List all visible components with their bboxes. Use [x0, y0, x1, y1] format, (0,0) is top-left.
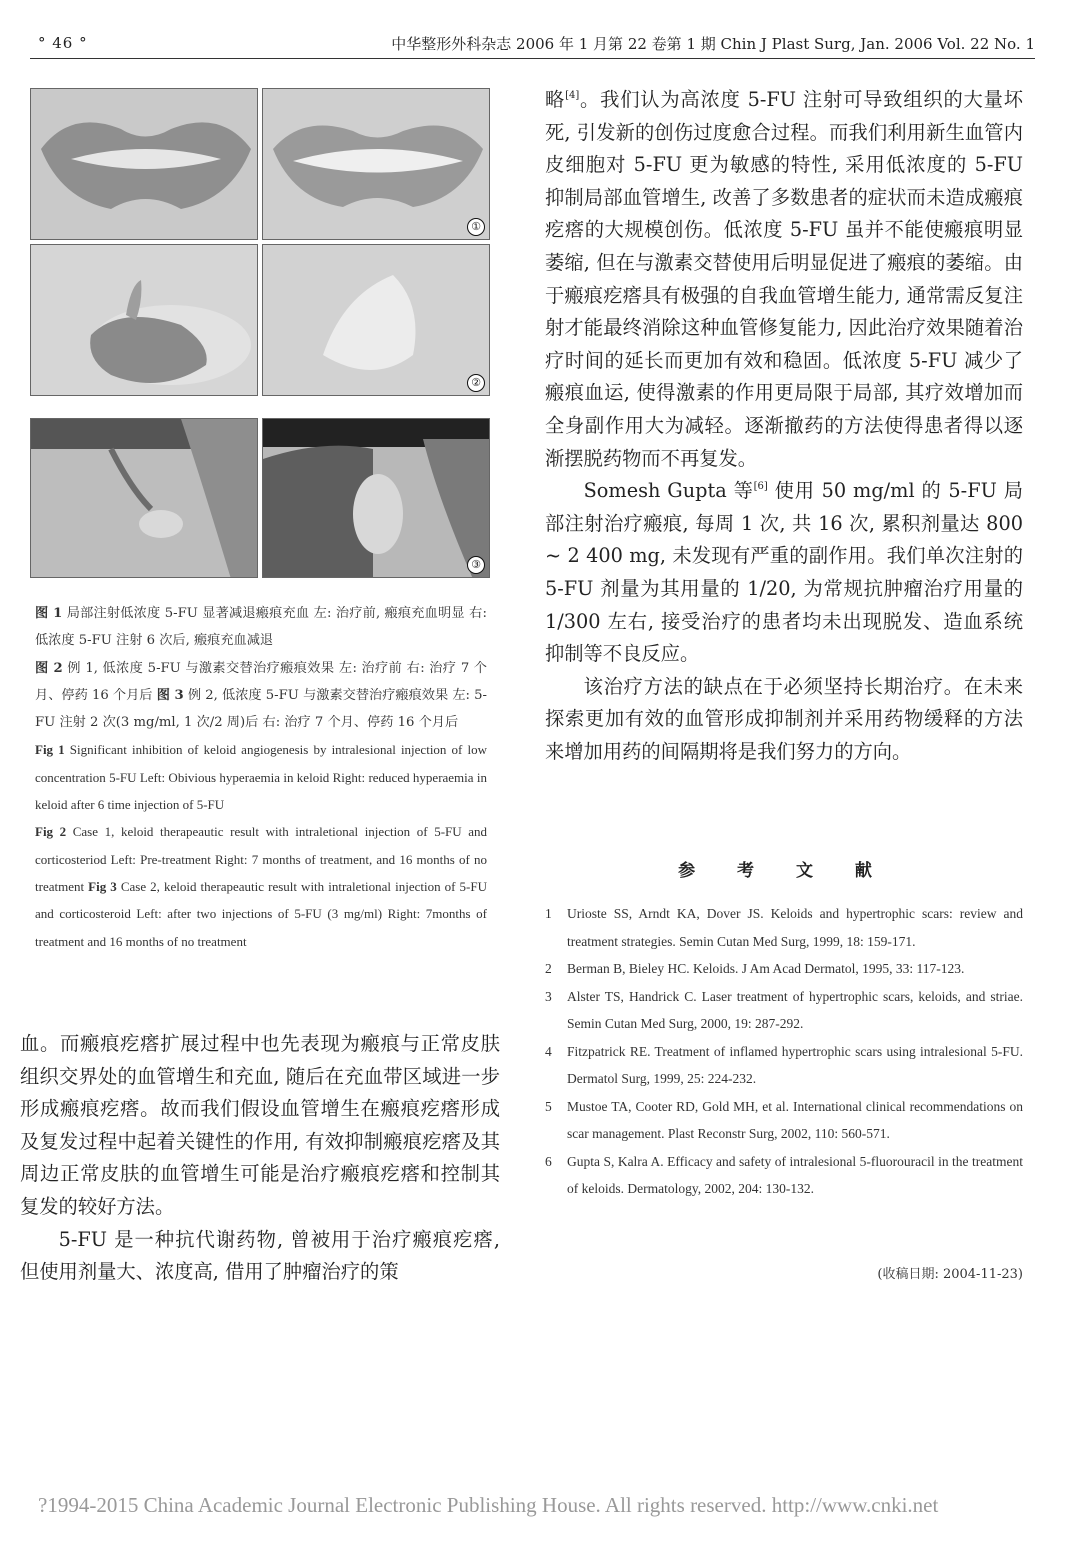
references-title: 参 考 文 献	[678, 861, 890, 881]
reference-item: 3 Alster TS, Handrick C. Laser treatment of hypertrophic scars, keloids, and striae. Semin Cutan Med Surg, 2000, 19: 287-292.	[545, 988, 1023, 1031]
received-date: (收稿日期: 2004-11-23)	[877, 1267, 1023, 1282]
figure-number-3: ③	[467, 556, 485, 574]
copyright-footer: ?1994-2015 China Academic Journal Electronic Publishing House. All rights reserved. http://www.cnki.net	[38, 1493, 939, 1517]
right-body-column	[545, 84, 1023, 768]
fig2-3-caption-cn: 图 2 例 1, 低浓度 5-FU 与激素交替治疗瘢痕效果 左: 治疗前 右: 治疗 7 个月、停药 16 个月后 图 3 例 2, 低浓度 5-FU 与激素交替治疗瘢痕效果 左: 5-FU 注射 2 次(3 mg/ml, 1 次/2 周)后 右: 治疗 7 个月、停药 16 个月后	[35, 660, 488, 731]
left-body-column	[20, 1028, 500, 1289]
fig2-3-caption-en: Fig 2 Case 1, keloid therapeautic result with intraletional injection of 5-FU and corticosteriod Left: Pre-treatment Right: 7 months of treatment, and 16 months of no treatment Fig 3 Case 2, keloid therapeautic result with intraletional injection of 5-FU and corticosteroid Left: after two injections of 5-FU (3 mg/ml) Right: 7months of treatment and 16 months of no treatment	[35, 824, 487, 949]
header-rule	[30, 58, 1035, 59]
figure-photo-grid	[30, 88, 492, 580]
references-list	[545, 900, 1023, 1203]
figure-captions	[35, 600, 487, 955]
keloid-photo-icon	[263, 245, 490, 396]
body-paragraph: 5-FU 是一种抗代谢药物, 曾被用于治疗瘢痕疙瘩, 但使用剂量大、浓度高, 借用了肿瘤治疗的策	[20, 1227, 500, 1284]
fig1-caption-en: Fig 1 Significant inhibition of keloid angiogenesis by intralesional injection of low concentration 5-FU Left: Obivious hyperaemia in keloid Right: reduced hyperaemia in keloid after 6 time injection of 5-FU	[35, 742, 487, 813]
keloid-photo-icon	[31, 89, 258, 240]
fig3-right-photo	[262, 418, 490, 578]
keloid-photo-icon	[31, 419, 258, 578]
fig1-caption-cn: 图 1 局部注射低浓度 5-FU 显著减退瘢痕充血 左: 治疗前, 瘢痕充血明显 右: 低浓度 5-FU 注射 6 次后, 瘢痕充血减退	[35, 606, 487, 649]
page-number: ° 46 °	[38, 34, 88, 52]
body-paragraph: 血。而瘢痕疙瘩扩展过程中也先表现为瘢痕与正常皮肤组织交界处的血管增生和充血, 随后在充血带区域进一步形成瘢痕疙瘩。故而我们假设血管增生在瘢痕疙瘩形成及复发过程中起着关键性的作用, 有效抑制瘢痕疙瘩及其周边正常皮肤的血管增生可能是治疗瘢痕疙瘩和控制其复发的较好方法。	[20, 1032, 500, 1218]
body-paragraph: 略[4]。我们认为高浓度 5-FU 注射可导致组织的大量坏死, 引发新的创伤过度愈合过程。而我们利用新生血管内皮细胞对 5-FU 更为敏感的特性, 采用低浓度的 5-FU 抑制局部血管增生, 改善了多数患者的症状而未造成瘢痕疙瘩的大规模创伤。低浓度 5-FU 虽并不能使瘢痕明显萎缩, 但在与激素交替使用后明显促进了瘢痕的萎缩。由于瘢痕疙瘩具有极强的自我血管增生能力, 通常需反复注射才能最终消除这种血管修复能力, 因此治疗效果随着治疗时间的延长而更加有效和稳固。低浓度 5-FU 减少了瘢痕血运, 使得激素的作用更局限于局部, 其疗效增加而全身副作用大为减轻。逐渐撤药的方法使得患者得以逐渐摆脱药物而不再复发。	[545, 88, 1023, 470]
fig2-right-photo	[262, 244, 490, 396]
journal-header: 中华整形外科杂志 2006 年 1 月第 22 卷第 1 期 Chin J Plast Surg, Jan. 2006 Vol. 22 No. 1	[391, 35, 1035, 53]
body-paragraph: Somesh Gupta 等[6] 使用 50 mg/ml 的 5-FU 局部注射治疗瘢痕, 每周 1 次, 共 16 次, 累积剂量达 800 ~ 2 400 mg, 未发现有严重的副作用。我们单次注射的 5-FU 剂量为其用量的 1/20, 为常规抗肿瘤治疗用量的 1/300 左右, 接受治疗的患者均未出现脱发、造血系统抑制等不良反应。	[545, 479, 1023, 666]
keloid-photo-icon	[31, 245, 258, 396]
reference-item: 4 Fitzpatrick RE. Treatment of inflamed hypertrophic scars using intralesional 5-FU. Dermatol Surg, 1999, 25: 224-232.	[545, 1043, 1023, 1086]
citation: [4]	[565, 90, 580, 101]
reference-item: 1 Urioste SS, Arndt KA, Dover JS. Keloids and hypertrophic scars: review and treatment strategies. Semin Cutan Med Surg, 1999, 18: 159-171.	[545, 906, 1023, 949]
fig1-left-photo	[30, 88, 258, 240]
keloid-photo-icon	[263, 89, 490, 240]
body-paragraph: 该治疗方法的缺点在于必须坚持长期治疗。在未来探索更加有效的血管形成抑制剂并采用药物缓释的方法来增加用药的间隔期将是我们努力的方向。	[545, 674, 1023, 763]
reference-item: 6 Gupta S, Kalra A. Efficacy and safety of intralesional 5-fluorouracil in the treatment of keloids. Dermatology, 2002, 204: 130-132.	[545, 1153, 1023, 1196]
reference-item: 5 Mustoe TA, Cooter RD, Gold MH, et al. International clinical recommendations on scar management. Plast Reconstr Surg, 2002, 110: 560-571.	[545, 1098, 1023, 1141]
figure-number-1: ①	[467, 218, 485, 236]
citation: [6]	[753, 481, 768, 493]
keloid-photo-icon	[263, 419, 490, 578]
fig3-left-photo	[30, 418, 258, 578]
figure-number-2: ②	[467, 374, 485, 392]
fig2-left-photo	[30, 244, 258, 396]
fig1-right-photo	[262, 88, 490, 240]
reference-item: 2 Berman B, Bieley HC. Keloids. J Am Acad Dermatol, 1995, 33: 117-123.	[545, 961, 965, 976]
